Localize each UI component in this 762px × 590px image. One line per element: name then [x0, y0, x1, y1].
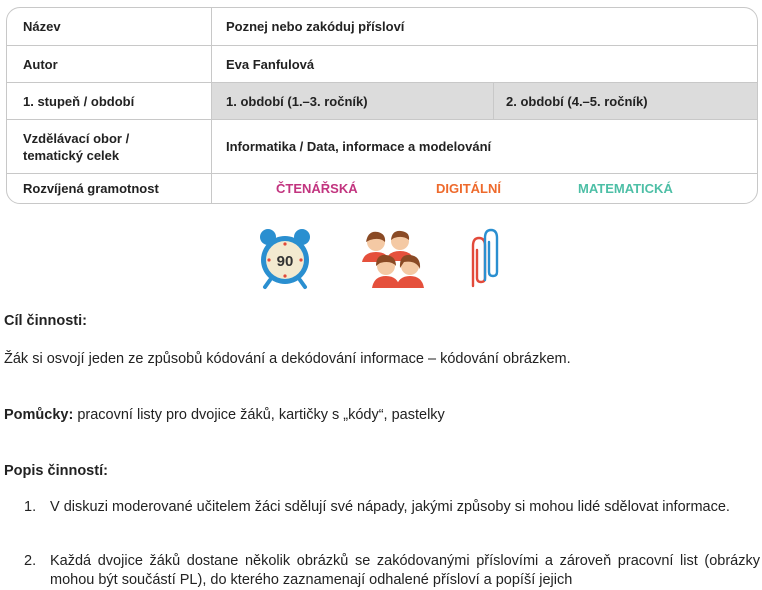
lesson-info-table: [6, 7, 758, 204]
goal-heading: Cíl činnosti:: [4, 313, 87, 329]
desc-heading: Popis činností:: [4, 463, 108, 479]
obdobi-2-cell: 2. období (4.–5. ročník): [494, 83, 757, 119]
row-nazev: [7, 8, 757, 46]
obor-label: [7, 120, 212, 173]
row-gramotnost: [7, 174, 757, 203]
students-group-icon: [358, 228, 426, 290]
clock-number: 90: [276, 253, 294, 270]
literacy-reading: ČTENÁŘSKÁ: [276, 181, 358, 196]
gramotnost-label: Rozvíjená gramotnost: [7, 174, 212, 203]
list-item-number: 2.: [24, 553, 37, 569]
list-item: [24, 552, 760, 590]
tools-text: pracovní listy pro dvojice žáků, kartičky s „kódy“, pastelky: [73, 407, 445, 423]
row-obor: [7, 120, 757, 174]
alarm-clock-icon: [258, 228, 312, 290]
autor-label: Autor: [7, 46, 212, 82]
list-item-number: 1.: [24, 499, 37, 515]
row-stupen: [7, 83, 757, 120]
nazev-value: Poznej nebo zakóduj přísloví: [226, 19, 405, 34]
paperclips-icon: [463, 228, 503, 290]
obor-label-line2: tematický celek: [23, 147, 120, 163]
obor-value: Informatika / Data, informace a modelování: [226, 139, 492, 154]
obor-label-line1: Vzdělávací obor /: [23, 130, 130, 146]
list-item: [24, 498, 760, 517]
obdobi-1-cell: 1. období (1.–3. ročník): [212, 83, 494, 119]
autor-value: Eva Fanfulová: [226, 56, 315, 72]
activity-icons: [258, 228, 508, 292]
tools-line: [4, 406, 445, 425]
row-autor: [7, 46, 757, 83]
tools-label: Pomůcky:: [4, 407, 74, 423]
literacy-math: MATEMATICKÁ: [578, 181, 673, 196]
list-item-text: Každá dvojice žáků dostane několik obrázků se zakódovanými příslovími a zároveň pracovní list (obrázky mohou být součástí PL), do kterého zaznamenají odhalené přísloví a popíší jejich: [50, 553, 760, 588]
stupen-label: 1. stupeň / období: [7, 83, 212, 119]
list-item-text: V diskuzi moderované učitelem žáci sdělují své nápady, jakými způsoby si mohou lidé sdělovat informace.: [50, 499, 730, 515]
goal-text: Žák si osvojí jeden ze způsobů kódování a dekódování informace – kódování obrázkem.: [4, 351, 571, 367]
literacy-digital: DIGITÁLNÍ: [436, 181, 501, 196]
nazev-label: Název: [7, 8, 212, 45]
